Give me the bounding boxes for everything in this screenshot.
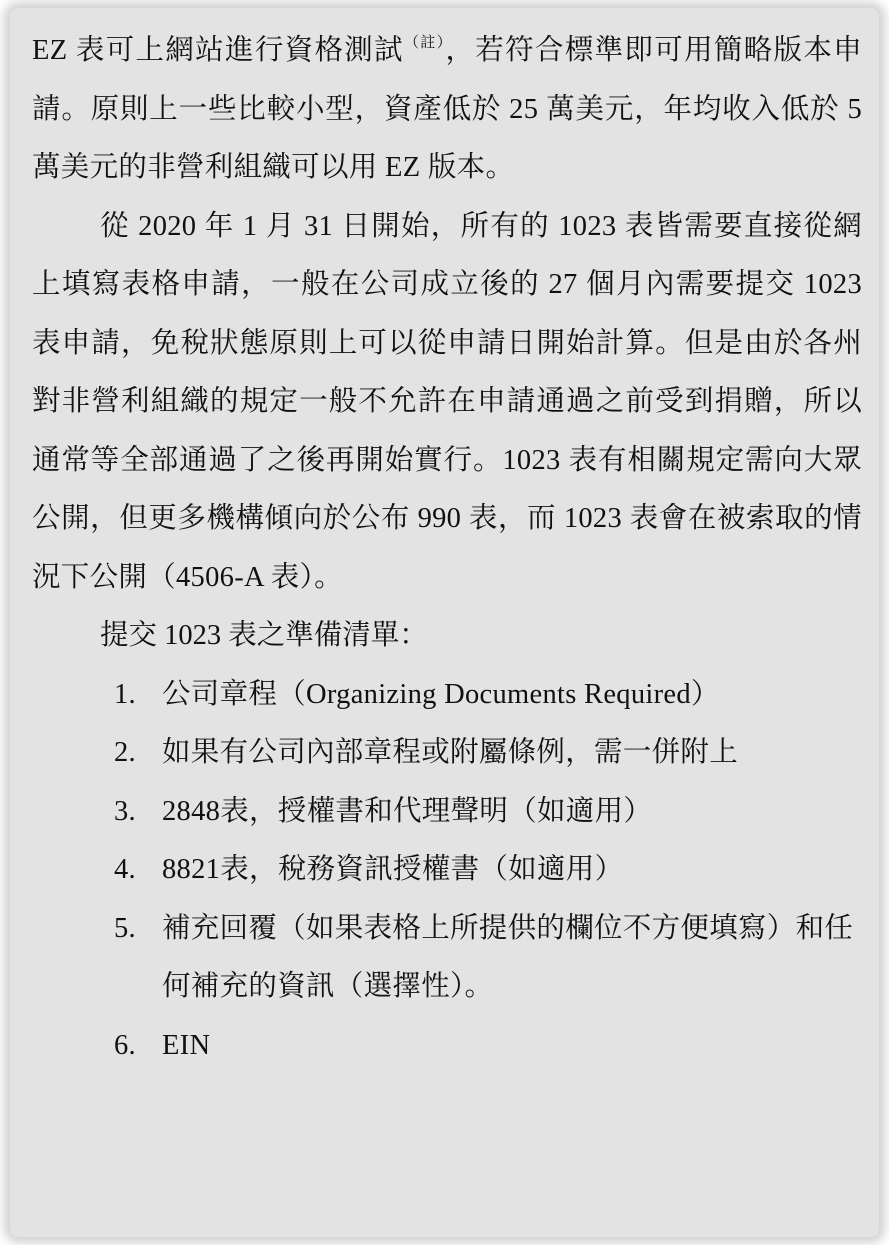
paragraph-1023-form: 從 2020 年 1 月 31 日開始，所有的 1023 表皆需要直接從網上填寫表格申請，一般在公司成立後的 27 個月內需要提交 1023 表申請，免稅狀態原則上可以從申請日開始計算。但是由於各州對非營利組織的規定一般不允許在申請通過之前受到捐贈，所以通常等全部通過了之後再開始實行。1023 表有相關規定需向大眾公開，但更多機構傾向於公布 990 表，而 1023 表會在被索取的情況下公開（4506-A 表）。 — [32, 210, 862, 593]
list-item-number: 4. — [114, 854, 136, 885]
checklist — [32, 666, 862, 1076]
list-item-text: 補充回覆（如果表格上所提供的欄位不方便填寫）和任何補充的資訊（選擇性）。 — [162, 912, 854, 1002]
list-item — [32, 724, 862, 783]
list-item — [32, 900, 862, 1017]
checklist-heading: 提交 1023 表之準備清單： — [100, 620, 428, 651]
document-body — [32, 22, 862, 1075]
list-item-text: EIN — [162, 1029, 211, 1061]
document-card — [10, 8, 879, 1237]
paragraph-ez-form-text-2: ，若符合標準即可用簡略版本申請。原則上一些比較小型，資產低於 25 萬美元，年均收入低於 5 萬美元的非營利組織可以用 EZ 版本。 — [32, 35, 862, 183]
list-item-number: 3. — [114, 795, 136, 827]
list-item-number: 1. — [114, 678, 136, 710]
list-item — [32, 1017, 862, 1076]
list-item-text: 如果有公司內部章程或附屬條例，需一併附上 — [162, 737, 739, 768]
list-item-number: 6. — [114, 1029, 136, 1061]
paragraph-ez-form-text-1: EZ 表可上網站進行資格測試 — [32, 35, 404, 66]
paragraph-ez-form — [32, 22, 862, 198]
list-item — [32, 841, 862, 900]
list-item-text: 2848表，授權書和代理聲明（如適用） — [162, 795, 653, 827]
list-item — [32, 666, 862, 725]
list-item-text: 8821表，稅務資訊授權書（如適用） — [162, 854, 624, 885]
footnote-mark: （註） — [403, 35, 446, 51]
list-item-number: 2. — [114, 737, 136, 768]
list-item-text: 公司章程（Organizing Documents Required） — [162, 678, 720, 710]
list-item-number: 5. — [114, 912, 136, 944]
list-item — [32, 783, 862, 842]
